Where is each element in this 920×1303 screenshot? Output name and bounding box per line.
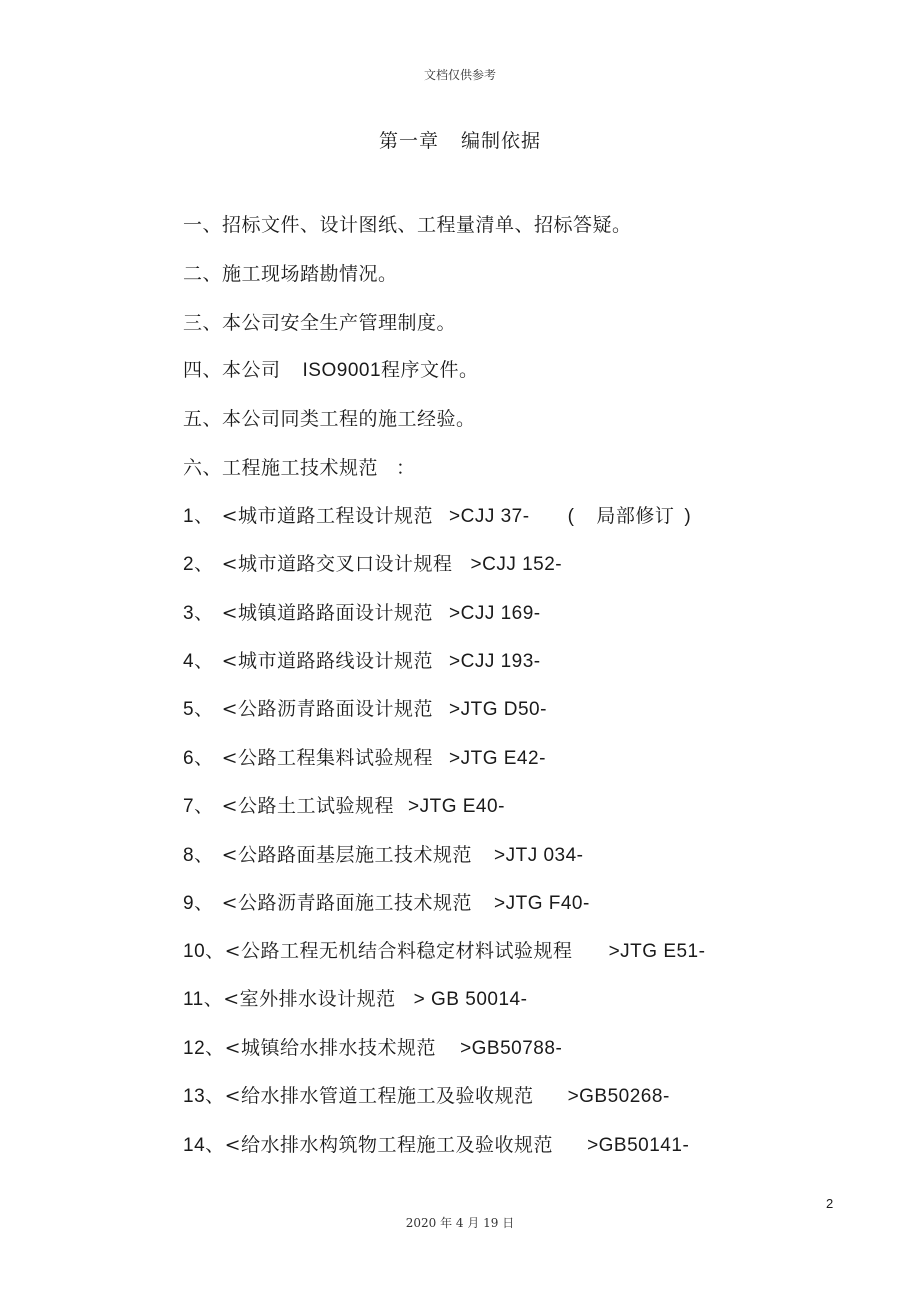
footer-date: 2020 年 4 月 19 日	[405, 1216, 515, 1230]
standard-item-10: 10、<公路工程无机结合料稳定材料试验规程 >JTG E51-	[183, 940, 706, 962]
standard-item-11: 11、<室外排水设计规范 > GB 50014-	[183, 988, 528, 1010]
page-header-note: 文档仅供参考	[423, 68, 496, 82]
standard-item-6: 6、 <公路工程集料试验规程 >JTG E42-	[183, 747, 546, 769]
standard-item-13: 13、<给水排水管道工程施工及验收规范 >GB50268-	[183, 1085, 670, 1107]
basis-item-6	[183, 456, 416, 480]
basis-item-4-text: 四、本公司	[183, 359, 281, 381]
standard-item-7: 7、 <公路土工试验规程 >JTG E40-	[183, 795, 505, 817]
standard-item-12: 12、<城镇给水排水技术规范 >GB50788-	[183, 1037, 563, 1059]
standard-item-14: 14、<给水排水构筑物工程施工及验收规范 >GB50141-	[183, 1134, 690, 1156]
standard-item-9: 9、 <公路沥青路面施工技术规范 >JTG F40-	[183, 892, 590, 914]
standard-item-4: 4、 <城市道路路线设计规范 >CJJ 193-	[183, 650, 541, 672]
standard-item-8: 8、 <公路路面基层施工技术规范 >JTJ 034-	[183, 844, 584, 866]
chapter-title	[0, 126, 920, 153]
iso-text: 程序文件。	[381, 359, 479, 381]
basis-item-1: 一、招标文件、设计图纸、工程量清单、招标答疑。	[183, 214, 632, 236]
standard-item-1: 1、 <城市道路工程设计规范 >CJJ 37- ( 局部修订 )	[183, 505, 692, 527]
iso-code: ISO9001	[302, 360, 382, 381]
chapter-name: 编制依据	[461, 130, 542, 152]
page-number: 2	[826, 1196, 834, 1211]
spec-colon: ：	[396, 457, 416, 479]
standard-item-3: 3、 <城镇道路路面设计规范 >CJJ 169-	[183, 602, 541, 624]
chapter-prefix: 第一章	[378, 130, 439, 152]
basis-item-3: 三、本公司安全生产管理制度。	[183, 312, 457, 334]
standard-item-2: 2、 <城市道路交叉口设计规程 >CJJ 152-	[183, 553, 563, 575]
basis-item-2: 二、施工现场踏勘情况。	[183, 263, 398, 285]
basis-item-4	[183, 358, 479, 383]
standard-item-5: 5、 <公路沥青路面设计规范 >JTG D50-	[183, 698, 547, 720]
basis-item-5: 五、本公司同类工程的施工经验。	[183, 408, 476, 430]
basis-item-6-text: 六、工程施工技术规范	[183, 457, 379, 479]
